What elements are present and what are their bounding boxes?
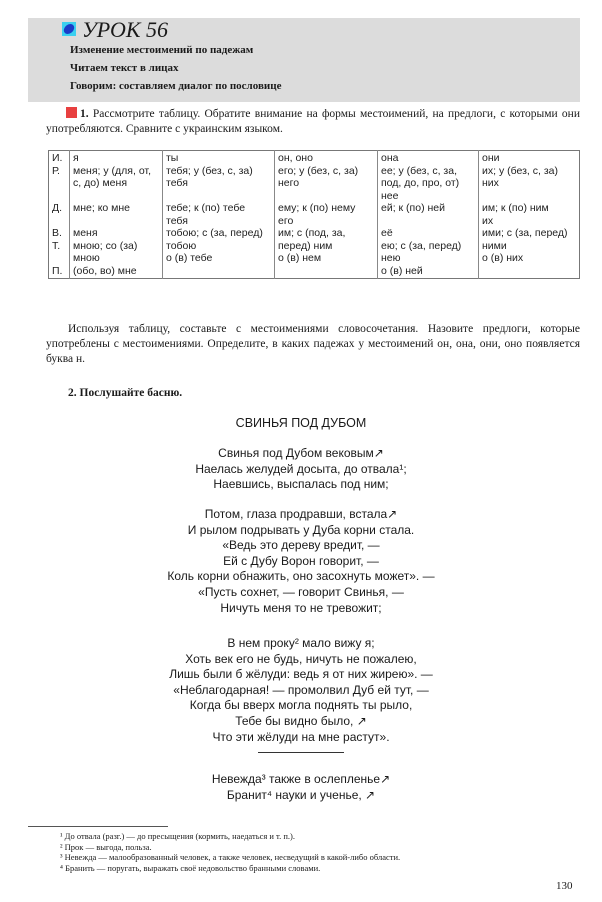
table-cell: ты тебя; у (без, с, за) тебя тебе; к (по) тебе тебя тобою; с (за, перед) тобою о (в) тебе bbox=[163, 151, 275, 279]
table-cell: она ее; у (без, с, за, под, до, про, от) нее ей; к (по) ней её ею; с (за, перед) нею о (в) ней bbox=[378, 151, 479, 279]
poem-line: Наелась желудей досыта, до отвала¹; bbox=[195, 461, 407, 476]
poem-title: СВИНЬЯ ПОД ДУБОМ bbox=[235, 416, 367, 430]
divider bbox=[258, 752, 344, 753]
footnote-rule bbox=[28, 826, 168, 827]
lesson-subtitle: Говорим: составляем диалог по пословице bbox=[70, 80, 282, 92]
lesson-title: УРОК 56 bbox=[82, 17, 168, 42]
table-cell: он, оно его; у (без, с, за) него ему; к (по) нему его им; с (под, за, перед) ним о (в) нем bbox=[275, 151, 378, 279]
footnote: ⁴ Бранить — поругать, выражать своё недовольство бранными словами. bbox=[60, 862, 321, 873]
pronoun-table bbox=[48, 150, 580, 279]
poem-line: Тебе бы видно было, ↗ bbox=[235, 714, 367, 728]
poem-line: В нем проку² мало вижу я; bbox=[227, 636, 375, 650]
poem-line: Ничуть меня то не тревожит; bbox=[220, 600, 382, 615]
footnote: ³ Невежда — малообразованный человек, а также человек, несведущий в какой-либо области. bbox=[60, 852, 401, 862]
poem-line: Бранит⁴ науки и ученье, ↗ bbox=[226, 787, 376, 802]
poem-line: «Ведь это дереву вредит, — bbox=[222, 538, 380, 553]
task-2: 2. Послушайте басню. bbox=[68, 387, 183, 399]
lesson-subtitle: Изменение местоимений по падежам bbox=[70, 44, 254, 56]
poem-line: Коль корни обнажить, оно засохнуть может». — bbox=[167, 569, 435, 584]
task-1: 1. Рассмотрите таблицу. Обратите внимание на формы местоимений, на предлоги, с которыми они употребляются. Сравните с украинским языком. bbox=[46, 108, 580, 135]
poem-line: И рылом подрывать у Дуба корни стала. bbox=[187, 522, 415, 537]
instruction-paragraph: Используя таблицу, составьте с местоимениями словосочетания. Назовите предлоги, которые употреблены с местоимениями. Определите, в каких падежах у местоимений он, она, они, оно появляется буква н. bbox=[46, 323, 580, 365]
table-cell: я меня; у (для, от, с, до) меня мне; ко мне меня мною; со (за) мною (обо, во) мне bbox=[70, 151, 163, 279]
lesson-subtitle: Читаем текст в лицах bbox=[70, 62, 179, 74]
pair-work-icon bbox=[66, 107, 77, 118]
poem-line: Лишь были б жёлуди: ведь я от них жирею». — bbox=[169, 667, 433, 682]
poem-line: Когда бы вверх могла поднять ты рыло, bbox=[189, 698, 413, 713]
poem-line: Невежда³ также в ослепленье↗ bbox=[211, 772, 391, 786]
poem-line: Потом, глаза продравши, встала↗ bbox=[204, 507, 398, 521]
poem-line: Хоть век его не будь, ничуть не пожалею, bbox=[185, 651, 417, 666]
poem-line: Что эти жёлуди на мне растут». bbox=[212, 729, 390, 744]
footnote: ² Прок — выгода, польза. bbox=[60, 841, 152, 852]
footnote: ¹ До отвала (разг.) — до пресыщения (кормить, наедаться и т. п.). bbox=[60, 831, 296, 841]
poem-line: «Неблагодарная! — промолвил Дуб ей тут, — bbox=[173, 682, 429, 697]
page-number: 130 bbox=[556, 880, 573, 892]
table-cell: они их; у (без, с, за) них им; к (по) ним их ими; с (за, перед) ними о (в) них bbox=[479, 151, 580, 279]
poem-line: «Пусть сохнет, — говорит Свинья, — bbox=[198, 585, 404, 599]
lesson-icon bbox=[62, 22, 76, 36]
poem-line: Наевшись, выспалась под ним; bbox=[213, 477, 389, 492]
poem-line: Свинья под Дубом вековым↗ bbox=[218, 446, 384, 460]
poem-line: Ей с Дубу Ворон говорит, — bbox=[223, 553, 379, 568]
case-labels: И. Р. Д. В. Т. П. bbox=[52, 152, 63, 277]
